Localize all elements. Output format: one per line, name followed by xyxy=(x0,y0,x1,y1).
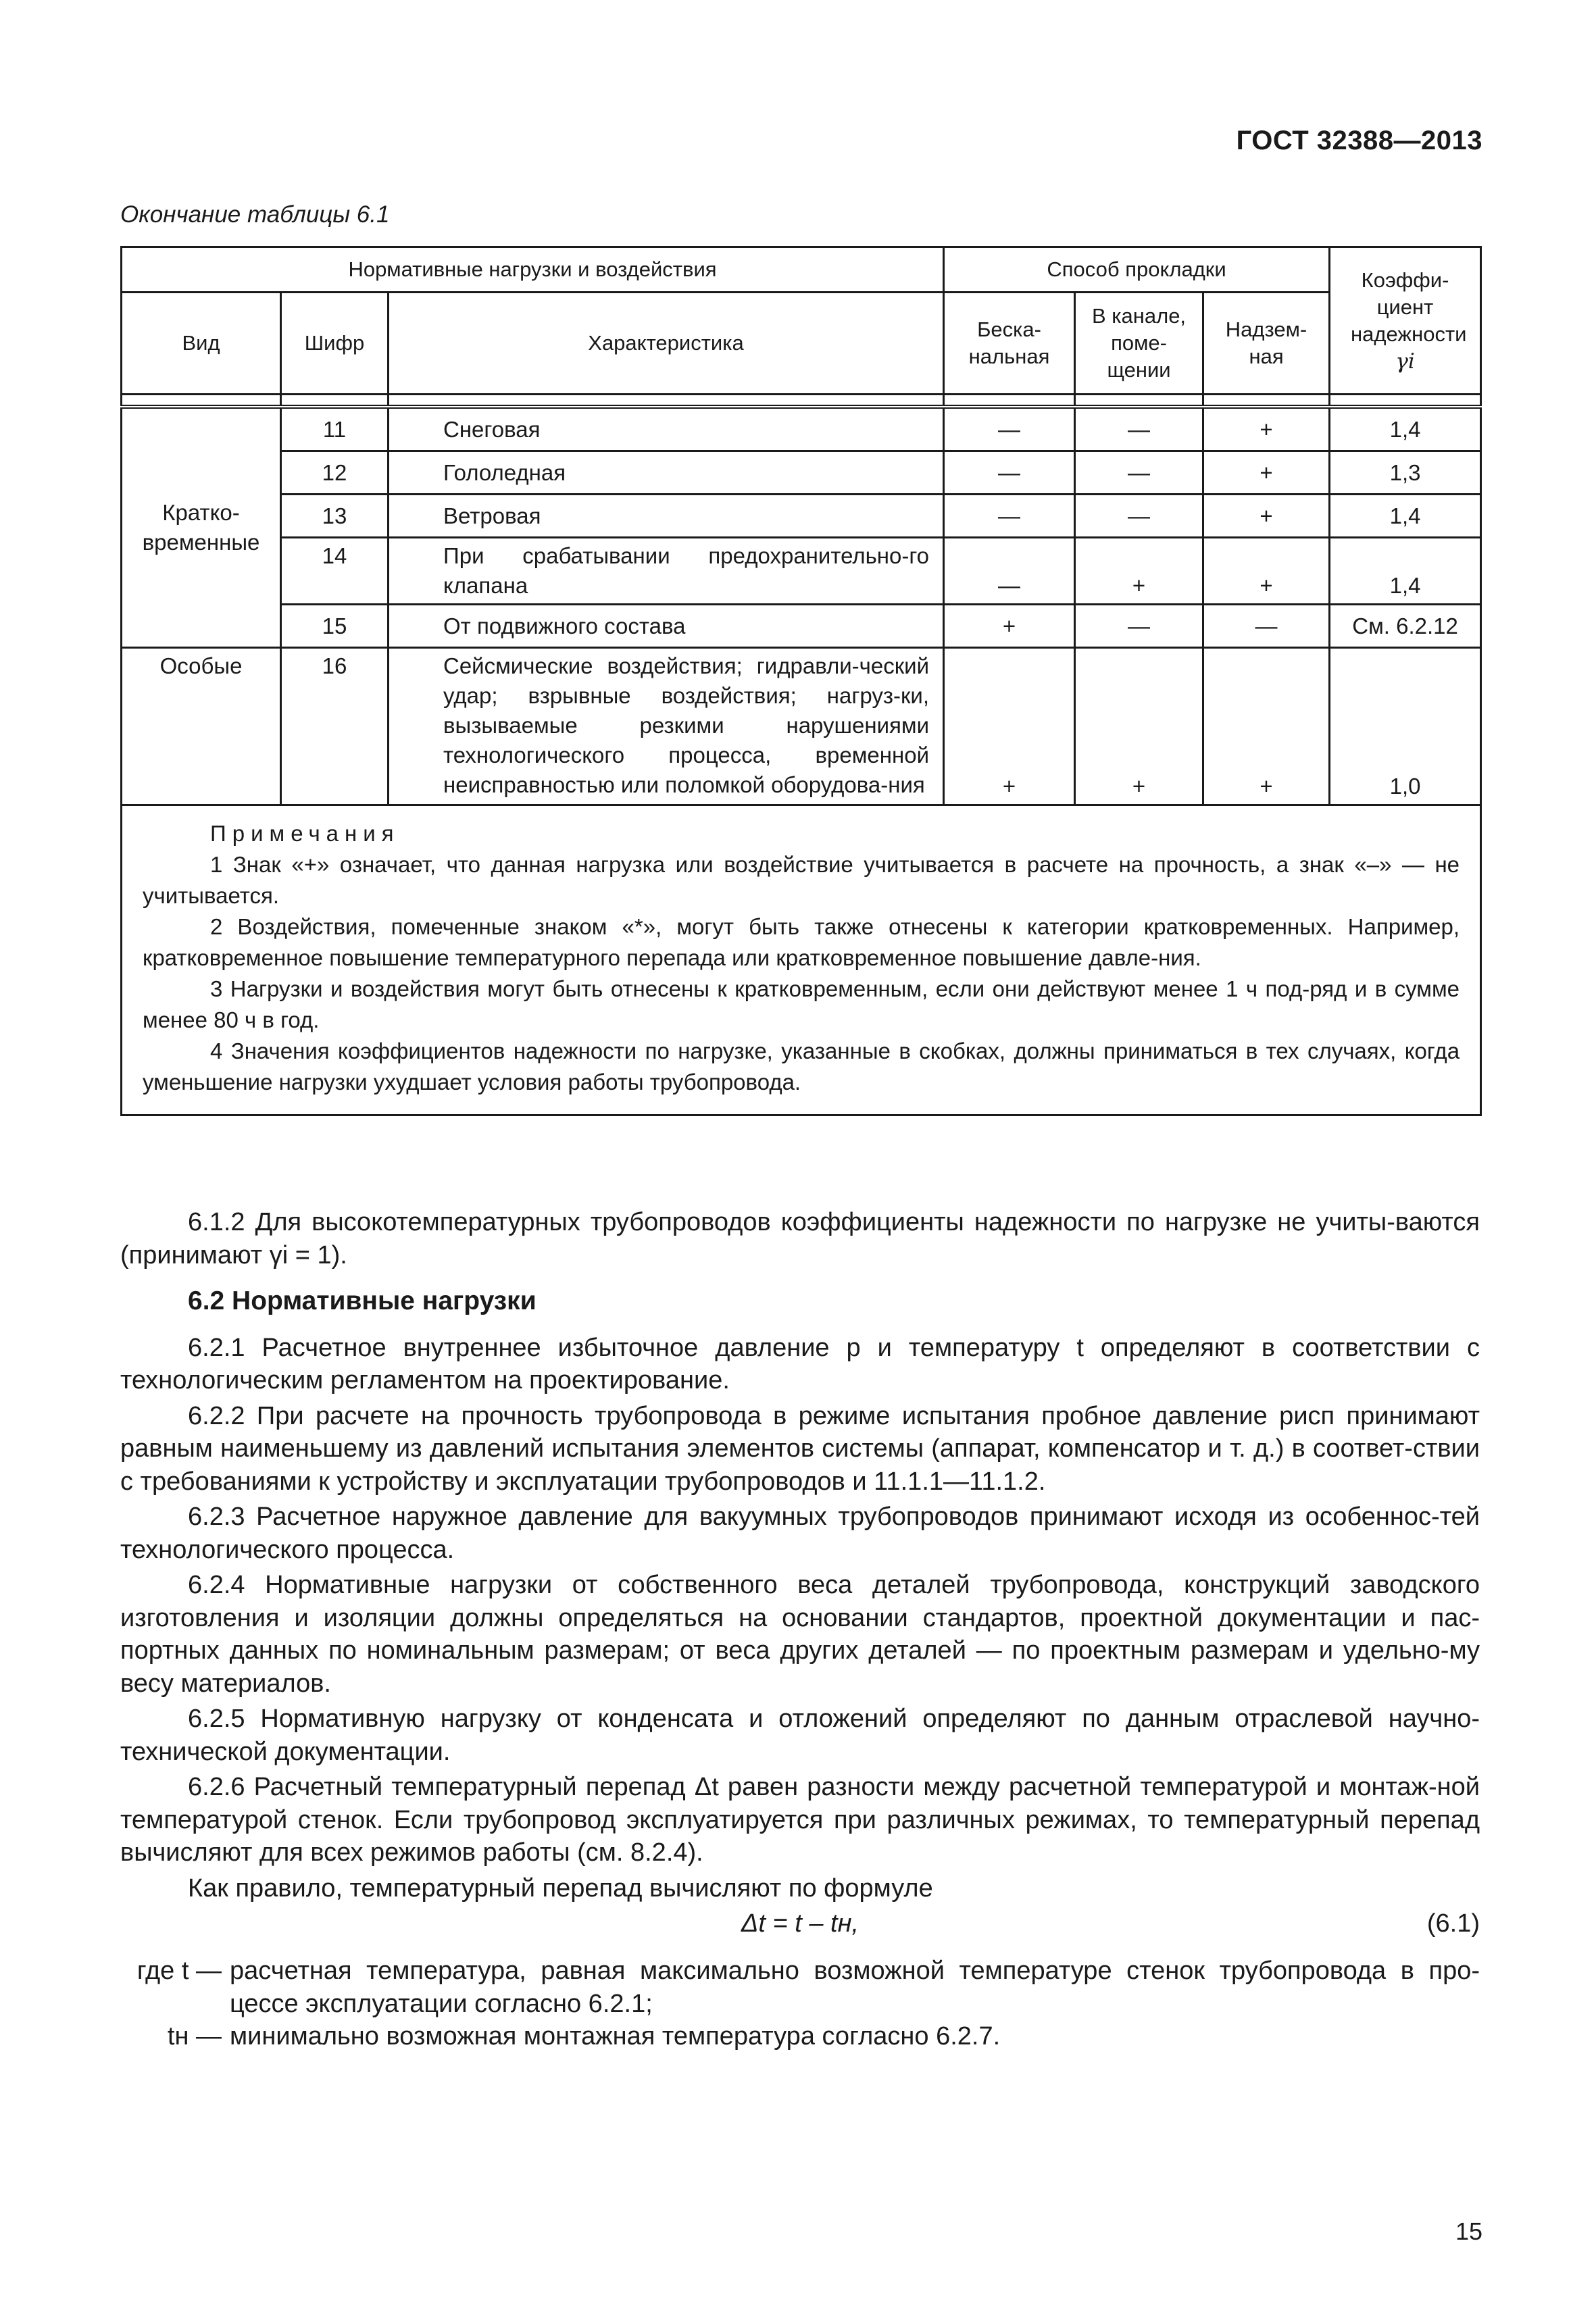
row-method-3: + xyxy=(1203,407,1330,451)
row-code: 11 xyxy=(281,407,389,451)
row-method-3: + xyxy=(1203,451,1330,495)
row-method-1: — xyxy=(944,407,1075,451)
row-characteristic: При срабатывании предохранительно-го клапана xyxy=(389,538,944,605)
row-method-2: — xyxy=(1075,605,1203,648)
table-row xyxy=(122,648,1481,805)
paragraph-6-1-2: 6.1.2 Для высокотемпературных трубопроводов коэффициенты надежности по нагрузке не учиты-ваются (принимают γi = 1). xyxy=(120,1208,1480,1269)
row-characteristic: Сейсмические воздействия; гидравли-ческий удар; взрывные воздействия; нагруз-ки, вызываемые резкими нарушениями технологического процесса, временной неисправностью или поломкой оборудова-ния xyxy=(389,648,944,805)
row-code: 13 xyxy=(281,495,389,538)
page-number: 15 xyxy=(1455,2217,1482,2245)
legend-symbol: tн — xyxy=(167,2022,222,2051)
table-caption: Окончание таблицы 6.1 xyxy=(120,201,390,228)
row-coefficient: 1,3 xyxy=(1330,451,1481,495)
table-row xyxy=(122,495,1481,538)
row-code: 15 xyxy=(281,605,389,648)
table-row xyxy=(122,451,1481,495)
table-row xyxy=(122,407,1481,451)
row-characteristic: Снеговая xyxy=(389,407,944,451)
document-number: ГОСТ 32388—2013 xyxy=(1236,126,1482,155)
paragraph-6-2-1: 6.2.1 Расчетное внутреннее избыточное давление p и температуру t определяют в соответствии с технологическим регламентом на проектирование. xyxy=(120,1333,1480,1394)
group-special: Особые xyxy=(122,648,281,805)
header-method-channel: В канале, поме-щении xyxy=(1075,293,1203,395)
paragraph-6-2-3: 6.2.3 Расчетное наружное давление для вакуумных трубопроводов принимают исходя из особеннос-тей технологического процесса. xyxy=(120,1503,1480,1564)
row-method-2: + xyxy=(1075,538,1203,605)
row-characteristic: От подвижного состава xyxy=(389,605,944,648)
table-row xyxy=(122,538,1481,605)
legend-symbol: где t — xyxy=(136,1957,222,1985)
section-heading: 6.2 Нормативные нагрузки xyxy=(188,1286,537,1315)
row-method-3: + xyxy=(1203,538,1330,605)
note-item: 1 Знак «+» означает, что данная нагрузка или воздействие учитывается в расчете на прочность, а знак «–» — не учитывается. xyxy=(143,852,1460,908)
legend-item xyxy=(120,1955,1480,2020)
notes-title: Примечания xyxy=(210,821,400,846)
group-short-term: Кратко-временные xyxy=(122,407,281,648)
row-method-2: + xyxy=(1075,648,1203,805)
row-method-1: — xyxy=(944,451,1075,495)
row-method-1: — xyxy=(944,538,1075,605)
row-code: 12 xyxy=(281,451,389,495)
header-method: Способ прокладки xyxy=(944,247,1330,293)
row-coefficient: 1,4 xyxy=(1330,495,1481,538)
header-loads: Нормативные нагрузки и воздействия xyxy=(122,247,944,293)
row-method-3: — xyxy=(1203,605,1330,648)
row-code: 14 xyxy=(281,538,389,605)
row-characteristic: Гололедная xyxy=(389,451,944,495)
legend-text: минимально возможная монтажная температура согласно 6.2.7. xyxy=(230,2022,1001,2051)
legend-item xyxy=(120,2020,1480,2053)
row-characteristic: Ветровая xyxy=(389,495,944,538)
header-characteristic: Характеристика xyxy=(389,293,944,395)
row-coefficient: 1,0 xyxy=(1330,648,1481,805)
row-coefficient: 1,4 xyxy=(1330,538,1481,605)
note-item: 4 Значения коэффициентов надежности по нагрузке, указанные в скобках, должны приниматься в тех случаях, когда уменьшение нагрузки ухудшает условия работы трубопровода. xyxy=(143,1038,1460,1095)
row-code: 16 xyxy=(281,648,389,805)
row-method-3: + xyxy=(1203,648,1330,805)
formula xyxy=(120,1907,1480,1948)
header-coefficient-label: Коэффи-циент надежности xyxy=(1351,268,1467,346)
header-method-overground: Надзем-ная xyxy=(1203,293,1330,395)
row-method-3: + xyxy=(1203,495,1330,538)
header-code: Шифр xyxy=(281,293,389,395)
paragraph-6-2-5: 6.2.5 Нормативную нагрузку от конденсата и отложений определяют по данным отраслевой научно-технической документации. xyxy=(120,1705,1480,1766)
row-method-2: — xyxy=(1075,451,1203,495)
gamma-symbol: γi xyxy=(1395,349,1415,374)
note-item: 3 Нагрузки и воздействия могут быть отнесены к кратковременным, если они действуют менее 1 ч под-ряд и в сумме менее 80 ч в год. xyxy=(143,976,1460,1032)
legend-text: расчетная температура, равная максимально возможной температуре стенок трубопровода в про-цессе эксплуатации согласно 6.2.1; xyxy=(230,1957,1480,2018)
row-coefficient: См. 6.2.12 xyxy=(1330,605,1481,648)
row-method-2: — xyxy=(1075,495,1203,538)
note-item: 2 Воздействия, помеченные знаком «*», могут быть также отнесены к категории кратковременных. Например, кратковременное повышение температурного перепада или кратковременное повышение давле-ния. xyxy=(143,914,1460,970)
paragraph-6-2-2: 6.2.2 При расчете на прочность трубопровода в режиме испытания пробное давление pисп принимают равным наименьшему из давлений испытания элементов системы (аппарат, компенсатор и т. д.) в соответ-ствии с требованиями к устройству и эксплуатации трубопроводов и 11.1.1—11.1.2. xyxy=(120,1401,1480,1496)
header-coefficient xyxy=(1330,247,1481,395)
paragraph-6-2-6: 6.2.6 Расчетный температурный перепад Δt равен разности между расчетной температурой и монтаж-ной температурой стенок. Если трубопровод эксплуатируется при различных режимах, то температурный перепад вычисляют для всех режимов работы (см. 8.2.4). xyxy=(120,1773,1480,1867)
paragraph-formula-intro: Как правило, температурный перепад вычисляют по формуле xyxy=(188,1873,933,1903)
formula-expression: Δt = t – tн, xyxy=(741,1909,859,1938)
header-kind: Вид xyxy=(122,293,281,395)
formula-number: (6.1) xyxy=(1426,1909,1480,1938)
row-method-1: + xyxy=(944,605,1075,648)
table-notes xyxy=(122,805,1481,1115)
row-method-2: — xyxy=(1075,407,1203,451)
paragraph-6-2-4: 6.2.4 Нормативные нагрузки от собственного веса деталей трубопровода, конструкций заводского изготовления и изоляции должны определяться на основании стандартов, проектной документации и пас-портных данных по номинальным размерам; от веса других деталей — по проектным размерам и удельно-му весу материалов. xyxy=(120,1571,1480,1698)
row-coefficient: 1,4 xyxy=(1330,407,1481,451)
loads-table xyxy=(120,246,1482,1116)
body-text xyxy=(120,1206,1480,2053)
table-row xyxy=(122,605,1481,648)
row-method-1: — xyxy=(944,495,1075,538)
row-method-1: + xyxy=(944,648,1075,805)
header-method-channelless: Беска-нальная xyxy=(944,293,1075,395)
